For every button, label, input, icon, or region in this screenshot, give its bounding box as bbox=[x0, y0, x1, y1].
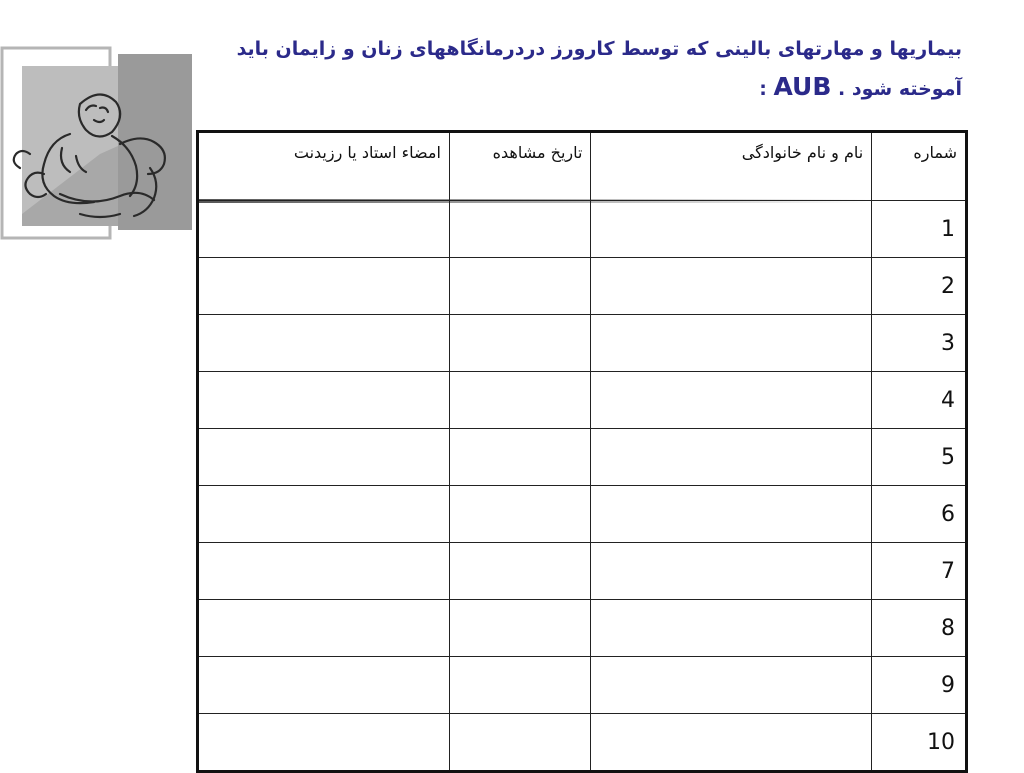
full-name-cell[interactable] bbox=[591, 543, 872, 600]
header-full-name: نام و نام خانوادگی bbox=[591, 132, 872, 201]
page-title-line-1: بیماریها و مهارتهای بالینی که توسط کارورز دردرمانگاههای زنان و زایمان باید bbox=[236, 38, 962, 60]
observation-date-cell[interactable] bbox=[449, 657, 591, 714]
page-title-suffix: : bbox=[759, 78, 767, 100]
observation-date-cell[interactable] bbox=[449, 543, 591, 600]
signature-cell[interactable] bbox=[198, 372, 450, 429]
full-name-cell[interactable] bbox=[591, 372, 872, 429]
page-title-prefix: آموخته شود . bbox=[838, 78, 962, 100]
page-title-line-2 bbox=[220, 68, 962, 108]
row-number: 8 bbox=[872, 600, 967, 657]
table-row bbox=[198, 486, 967, 543]
row-number: 2 bbox=[872, 258, 967, 315]
table-row bbox=[198, 714, 967, 772]
row-number: 6 bbox=[872, 486, 967, 543]
table-row bbox=[198, 543, 967, 600]
header-observation-date: تاریخ مشاهده bbox=[449, 132, 591, 201]
row-number: 5 bbox=[872, 429, 967, 486]
signature-cell[interactable] bbox=[198, 315, 450, 372]
row-number: 9 bbox=[872, 657, 967, 714]
signature-cell[interactable] bbox=[198, 714, 450, 772]
mother-child-clipart-icon bbox=[0, 44, 194, 240]
signature-cell[interactable] bbox=[198, 486, 450, 543]
observation-date-cell[interactable] bbox=[449, 486, 591, 543]
signature-cell[interactable] bbox=[198, 429, 450, 486]
table-row bbox=[198, 315, 967, 372]
signature-cell[interactable] bbox=[198, 657, 450, 714]
full-name-cell[interactable] bbox=[591, 600, 872, 657]
header-signature: امضاء استاد یا رزیدنت bbox=[198, 132, 450, 201]
observation-date-cell[interactable] bbox=[449, 372, 591, 429]
observation-table bbox=[196, 130, 968, 773]
table-header-row bbox=[198, 132, 967, 201]
table-row bbox=[198, 657, 967, 714]
page-title bbox=[220, 30, 962, 108]
observation-date-cell[interactable] bbox=[449, 315, 591, 372]
observation-date-cell[interactable] bbox=[449, 258, 591, 315]
header-number: شماره bbox=[872, 132, 967, 201]
row-number: 1 bbox=[872, 201, 967, 258]
full-name-cell[interactable] bbox=[591, 201, 872, 258]
row-number: 3 bbox=[872, 315, 967, 372]
full-name-cell[interactable] bbox=[591, 657, 872, 714]
full-name-cell[interactable] bbox=[591, 714, 872, 772]
row-number: 7 bbox=[872, 543, 967, 600]
full-name-cell[interactable] bbox=[591, 315, 872, 372]
row-number: 10 bbox=[872, 714, 967, 772]
full-name-cell[interactable] bbox=[591, 486, 872, 543]
table-row bbox=[198, 372, 967, 429]
table-row bbox=[198, 429, 967, 486]
observation-date-cell[interactable] bbox=[449, 201, 591, 258]
observation-date-cell[interactable] bbox=[449, 600, 591, 657]
observation-date-cell[interactable] bbox=[449, 429, 591, 486]
full-name-cell[interactable] bbox=[591, 429, 872, 486]
page-title-code: AUB bbox=[773, 72, 832, 101]
table-row bbox=[198, 600, 967, 657]
signature-cell[interactable] bbox=[198, 258, 450, 315]
signature-cell[interactable] bbox=[198, 201, 450, 258]
signature-cell[interactable] bbox=[198, 600, 450, 657]
row-number: 4 bbox=[872, 372, 967, 429]
signature-cell[interactable] bbox=[198, 543, 450, 600]
table-row bbox=[198, 258, 967, 315]
table-row bbox=[198, 201, 967, 258]
observation-date-cell[interactable] bbox=[449, 714, 591, 772]
full-name-cell[interactable] bbox=[591, 258, 872, 315]
